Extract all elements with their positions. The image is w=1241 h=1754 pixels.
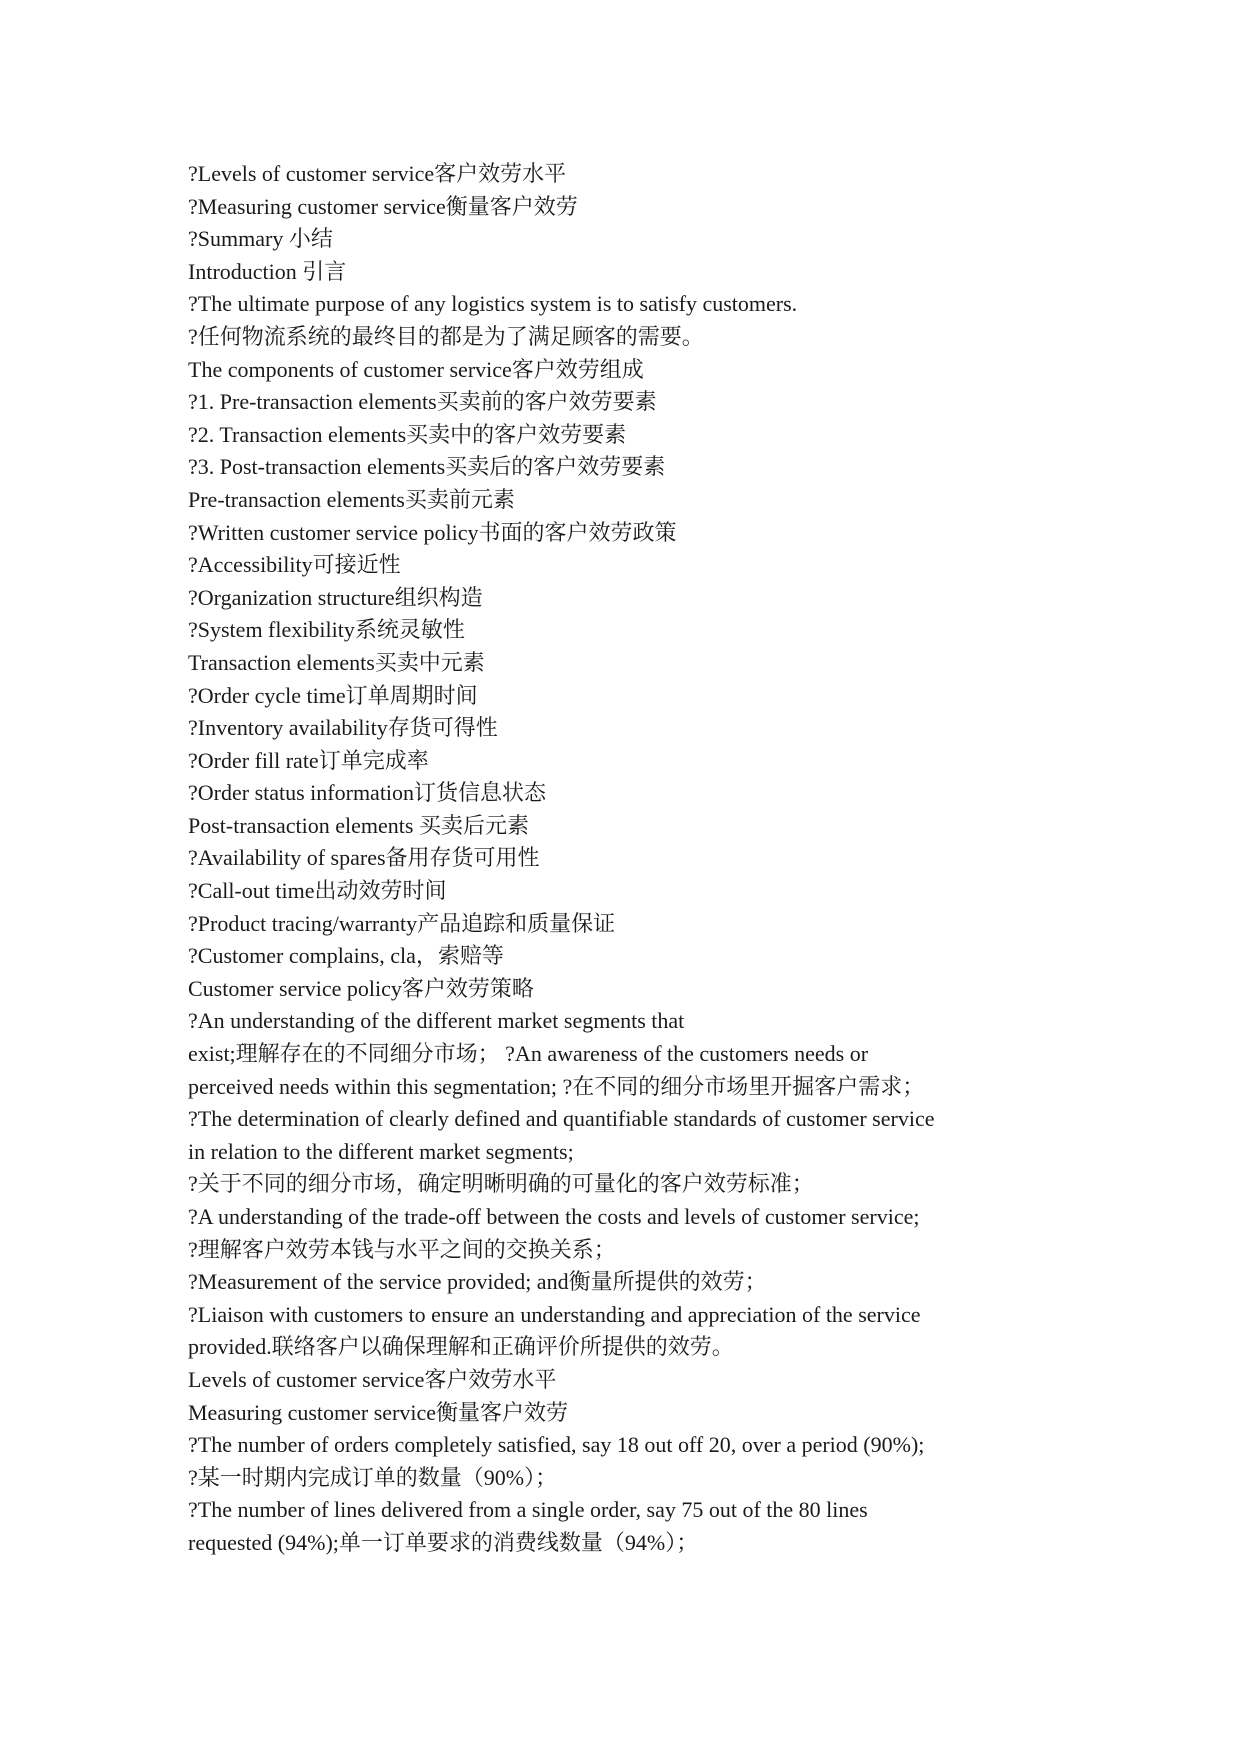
text-line: ?Summary 小结 <box>188 226 333 252</box>
text-line: ?The determination of clearly defined and quantifiable standards of customer service <box>188 1106 935 1132</box>
text-line: ?Order cycle time订单周期时间 <box>188 682 478 708</box>
text-line: ?A understanding of the trade-off between the costs and levels of customer service; <box>188 1204 920 1229</box>
text-line: ?Measurement of the service provided; and衡量所提供的效劳； <box>188 1269 767 1295</box>
text-line: ?Order fill rate订单完成率 <box>188 747 429 773</box>
text-line: ?System flexibility系统灵敏性 <box>188 617 465 643</box>
text-line: ?Order status information订货信息状态 <box>188 780 547 806</box>
text-line: ?Customer complains, cla，索赔等 <box>188 943 504 969</box>
text-line: provided.联络客户以确保理解和正确评价所提供的效劳。 <box>188 1334 734 1360</box>
text-line: ?任何物流系统的最终目的都是为了满足顾客的需要。 <box>188 323 704 349</box>
section-heading: Pre-transaction elements买卖前元素 <box>188 486 515 512</box>
text-line: ?An understanding of the different market segments that <box>188 1008 685 1034</box>
text-line: ?The ultimate purpose of any logistics system is to satisfy customers. <box>188 291 798 317</box>
text-line: ?Written customer service policy书面的客户效劳政策 <box>188 519 677 545</box>
text-line: ?1. Pre-transaction elements买卖前的客户效劳要素 <box>188 389 657 415</box>
text-line: ?某一时期内完成订单的数量（90%）； <box>188 1464 558 1490</box>
text-line: ?Availability of spares备用存货可用性 <box>188 845 540 871</box>
text-line: exist;理解存在的不同细分市场； ?An awareness of the customers needs or <box>188 1041 869 1067</box>
section-heading: Customer service policy客户效劳策略 <box>188 975 534 1001</box>
text-line: ?The number of orders completely satisfied, say 18 out off 20, over a period (90%); <box>188 1432 925 1458</box>
text-line: requested (94%);单一订单要求的消费线数量（94%）； <box>188 1529 699 1555</box>
text-line: ?2. Transaction elements买卖中的客户效劳要素 <box>188 421 627 447</box>
text-line: ?Liaison with customers to ensure an understanding and appreciation of the service <box>188 1301 921 1327</box>
section-heading: Transaction elements买卖中元素 <box>188 649 485 675</box>
text-line: ?Call-out time出动效劳时间 <box>188 878 447 904</box>
section-heading: Levels of customer service客户效劳水平 <box>188 1366 557 1392</box>
document-body <box>188 158 1088 1560</box>
text-line: ?The number of lines delivered from a single order, say 75 out of the 80 lines <box>188 1497 868 1523</box>
section-heading: Measuring customer service衡量客户效劳 <box>188 1399 569 1425</box>
text-line: in relation to the different market segments; <box>188 1138 574 1164</box>
text-line: ?3. Post-transaction elements买卖后的客户效劳要素 <box>188 454 666 480</box>
text-line: ?Product tracing/warranty产品追踪和质量保证 <box>188 910 616 936</box>
text-line: ?理解客户效劳本钱与水平之间的交换关系； <box>188 1236 616 1262</box>
text-line: ?Accessibility可接近性 <box>188 552 401 578</box>
section-heading: The components of customer service客户效劳组成 <box>188 356 644 382</box>
text-line: ?Organization structure组织构造 <box>188 584 483 610</box>
section-heading: Introduction 引言 <box>188 258 347 284</box>
text-line: ?Inventory availability存货可得性 <box>188 715 498 741</box>
text-line: ?Measuring customer service衡量客户效劳 <box>188 193 578 219</box>
text-line: ?关于不同的细分市场，确定明晰明确的可量化的客户效劳标准； <box>188 1171 814 1197</box>
text-line: ?Levels of customer service客户效劳水平 <box>188 161 567 186</box>
section-heading: Post-transaction elements 买卖后元素 <box>188 812 529 838</box>
text-line: perceived needs within this segmentation; ?在不同的细分市场里开掘客户需求； <box>188 1073 925 1099</box>
